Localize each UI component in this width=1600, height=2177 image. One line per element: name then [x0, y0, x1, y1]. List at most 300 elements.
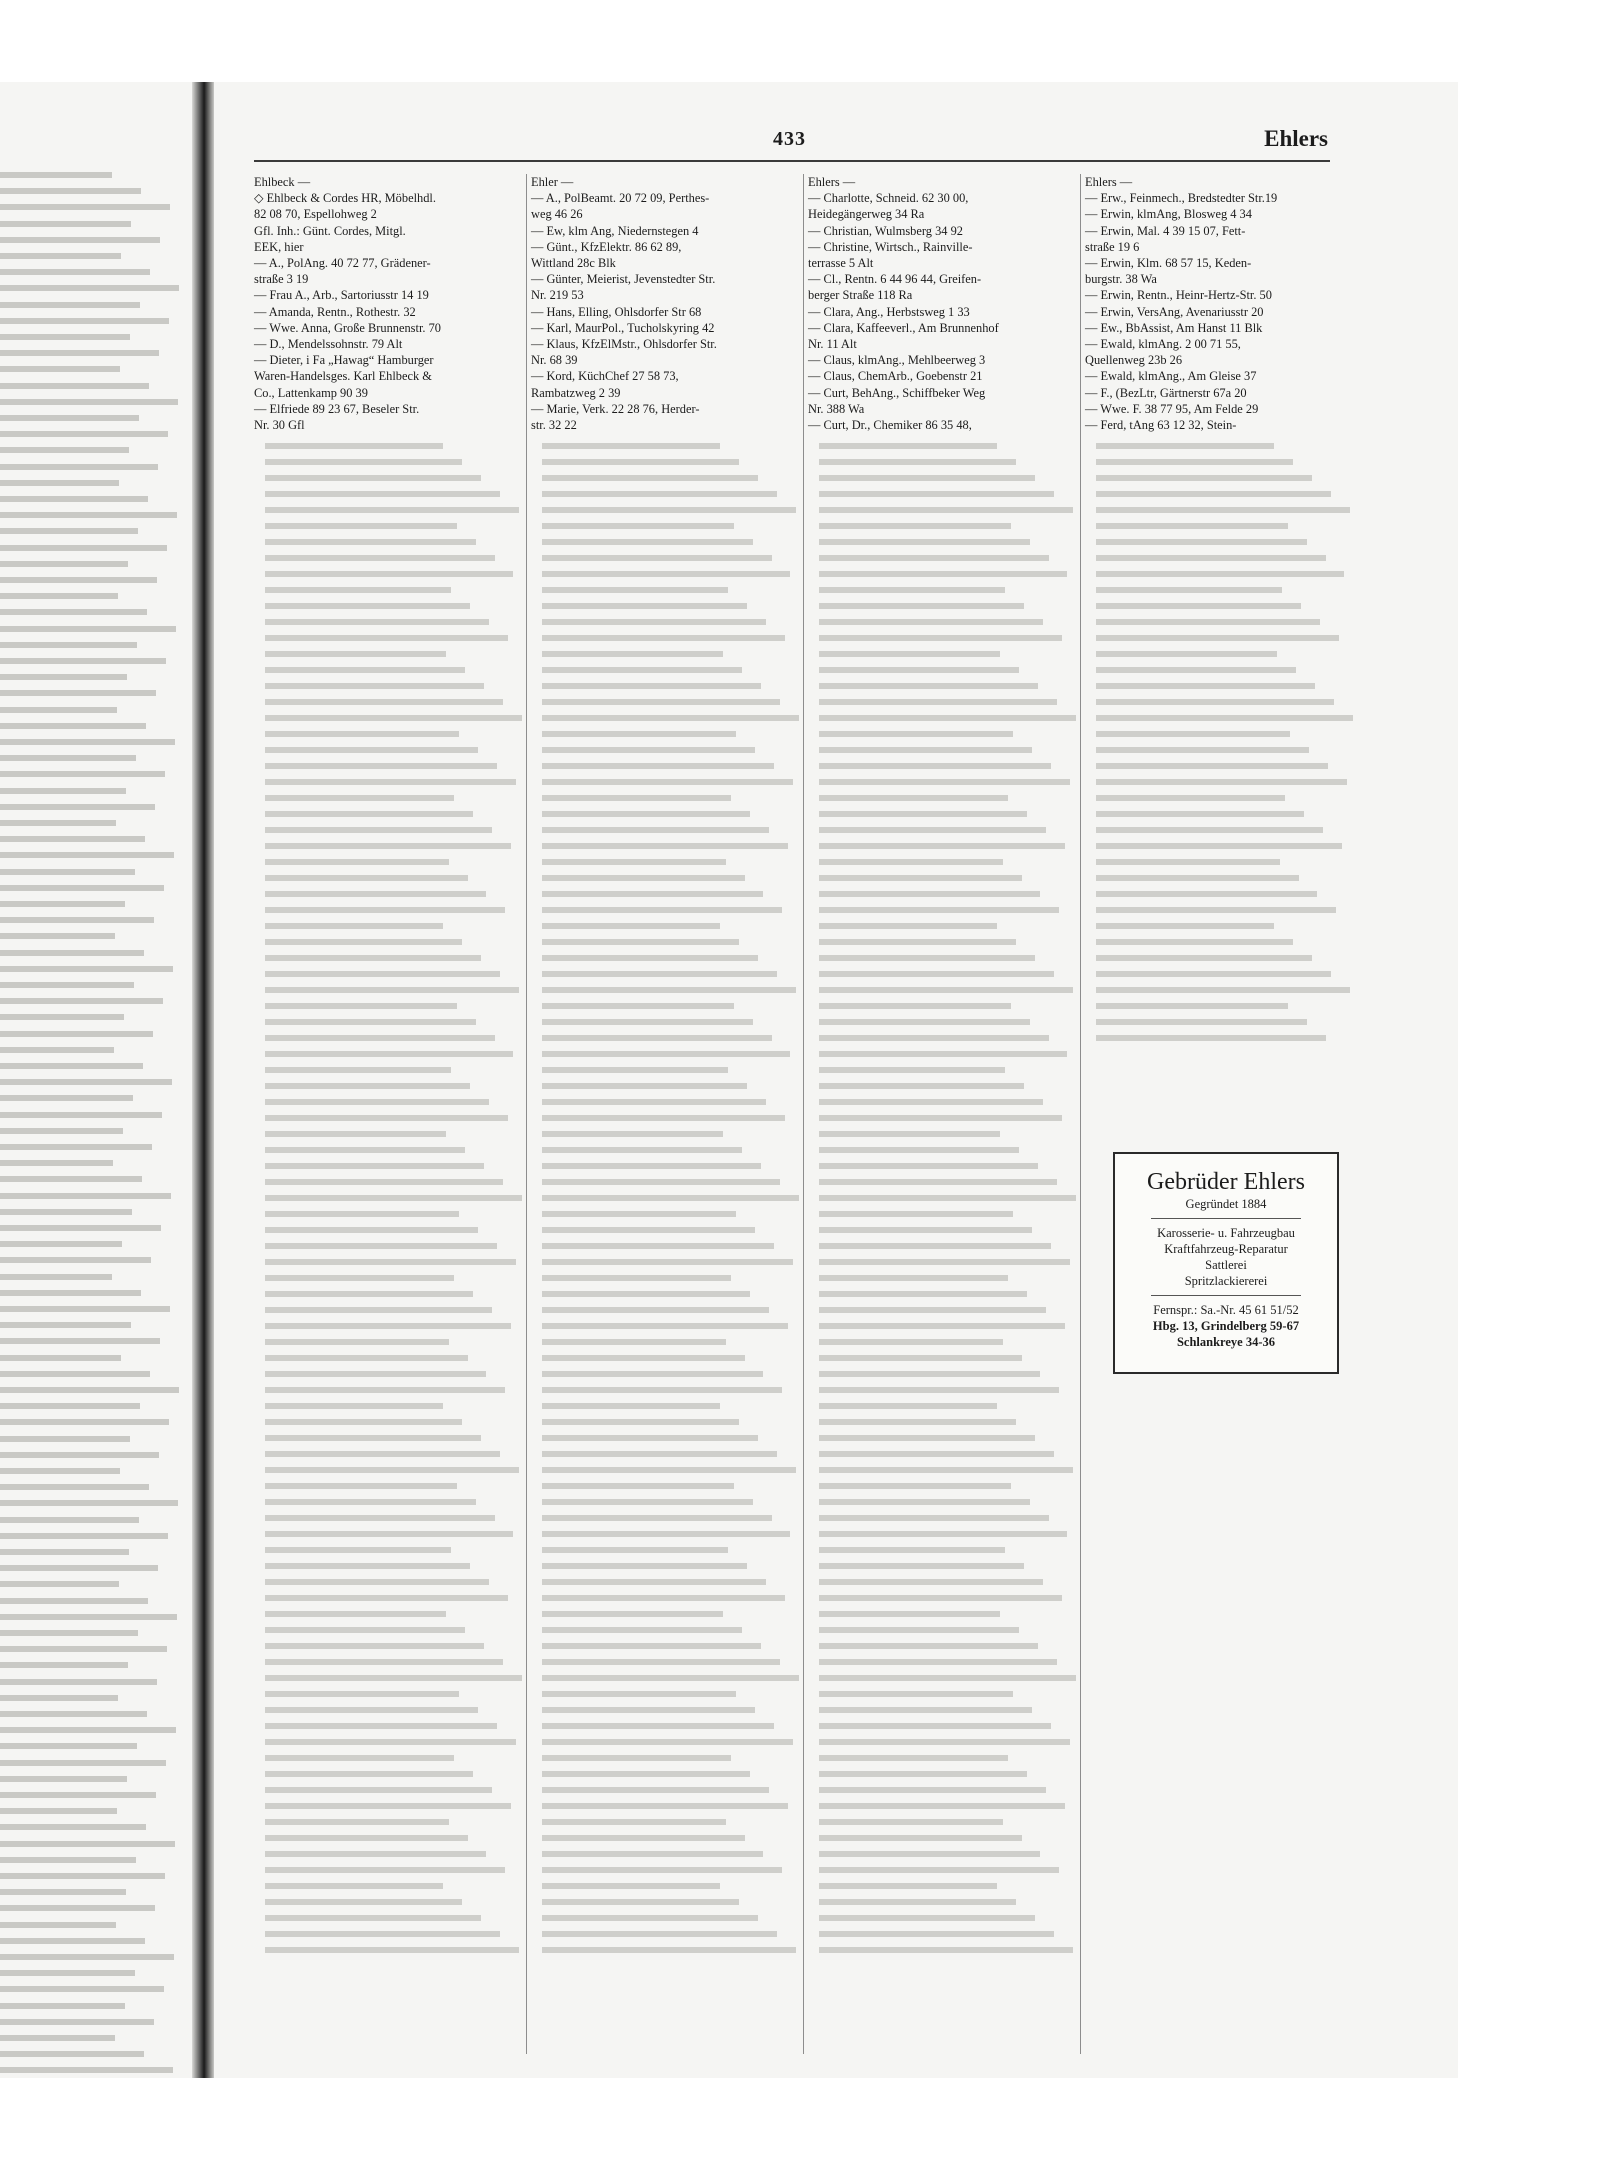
untranscribed-line	[542, 1179, 780, 1185]
untranscribed-line	[265, 1611, 446, 1617]
directory-column-2	[531, 174, 801, 2054]
untranscribed-line	[542, 1435, 758, 1441]
untranscribed-line	[819, 1163, 1038, 1169]
previous-page-line	[0, 1792, 156, 1798]
untranscribed-line	[265, 1307, 492, 1313]
untranscribed-line	[819, 1179, 1057, 1185]
previous-page-line	[0, 982, 134, 988]
previous-page-line	[0, 1452, 159, 1458]
directory-entry: Heidegängerweg 34 Ra	[808, 207, 925, 222]
untranscribed-line	[819, 1915, 1035, 1921]
untranscribed-lines	[254, 443, 524, 1953]
untranscribed-line	[542, 1915, 758, 1921]
untranscribed-line	[819, 1339, 1003, 1345]
untranscribed-line	[819, 635, 1062, 641]
previous-page-line	[0, 512, 177, 518]
column-separator	[1080, 174, 1081, 2054]
directory-entry: Quellenweg 23b 26	[1085, 353, 1183, 368]
ad-phone: Fernspr.: Sa.-Nr. 45 61 51/52	[1153, 1303, 1299, 1317]
directory-entry: Nr. 11 Alt	[808, 337, 857, 352]
directory-entry: — Amanda, Rentn., Rothestr. 32	[254, 304, 416, 319]
column-entries	[531, 174, 801, 433]
untranscribed-line	[819, 1211, 1013, 1217]
untranscribed-line	[542, 443, 720, 449]
previous-page-line	[0, 1857, 136, 1863]
untranscribed-line	[819, 1435, 1035, 1441]
untranscribed-line	[542, 1771, 750, 1777]
untranscribed-line	[1096, 667, 1296, 673]
untranscribed-line	[819, 1403, 997, 1409]
untranscribed-line	[542, 891, 763, 897]
previous-page-line	[0, 1581, 119, 1587]
advertisement-box	[1113, 1152, 1339, 1374]
untranscribed-line	[542, 1451, 777, 1457]
untranscribed-line	[819, 1739, 1070, 1745]
untranscribed-line	[542, 731, 736, 737]
untranscribed-line	[542, 667, 742, 673]
untranscribed-line	[1096, 747, 1309, 753]
untranscribed-line	[542, 1131, 723, 1137]
untranscribed-line	[1096, 731, 1290, 737]
directory-entry: — A., PolBeamt. 20 72 09, Perthes-	[531, 191, 710, 206]
previous-page-edge	[0, 172, 190, 2078]
column-entries	[254, 174, 524, 433]
untranscribed-lines	[1085, 443, 1355, 1041]
untranscribed-line	[542, 1627, 742, 1633]
untranscribed-line	[819, 1835, 1022, 1841]
previous-page-line	[0, 1679, 157, 1685]
untranscribed-line	[265, 1019, 476, 1025]
untranscribed-line	[265, 1403, 443, 1409]
previous-page-line	[0, 1986, 164, 1992]
directory-entry: berger Straße 118 Ra	[808, 288, 913, 303]
untranscribed-line	[265, 1563, 470, 1569]
previous-page-line	[0, 1209, 132, 1215]
previous-page-line	[0, 707, 117, 713]
untranscribed-line	[819, 1227, 1032, 1233]
untranscribed-line	[542, 1195, 799, 1201]
untranscribed-line	[265, 1739, 516, 1745]
previous-page-line	[0, 383, 149, 389]
untranscribed-line	[819, 1083, 1024, 1089]
directory-entry: — Claus, klmAng., Mehlbeerweg 3	[808, 353, 986, 368]
untranscribed-line	[1096, 571, 1344, 577]
untranscribed-line	[1096, 475, 1312, 481]
previous-page-line	[0, 2003, 125, 2009]
untranscribed-line	[1096, 811, 1304, 817]
previous-page-line	[0, 1841, 175, 1847]
directory-entry: — Dieter, i Fa „Hawag“ Hamburger	[254, 353, 434, 368]
column-separator	[803, 174, 804, 2054]
untranscribed-line	[819, 987, 1073, 993]
untranscribed-line	[265, 1851, 486, 1857]
untranscribed-line	[542, 1035, 772, 1041]
untranscribed-line	[1096, 603, 1301, 609]
untranscribed-line	[542, 987, 796, 993]
directory-entry: ◇ Ehlbeck & Cordes HR, Möbelhdl.	[254, 191, 436, 206]
untranscribed-line	[542, 571, 790, 577]
running-head: Ehlers	[1264, 126, 1328, 151]
untranscribed-line	[819, 891, 1040, 897]
directory-entry: — Klaus, KfzElMstr., Ohlsdorfer Str.	[531, 337, 717, 352]
untranscribed-line	[1096, 1035, 1326, 1041]
untranscribed-line	[1096, 555, 1326, 561]
untranscribed-line	[819, 1707, 1032, 1713]
untranscribed-line	[819, 1819, 1003, 1825]
untranscribed-line	[819, 1147, 1019, 1153]
untranscribed-line	[819, 491, 1054, 497]
untranscribed-line	[265, 1355, 468, 1361]
previous-page-line	[0, 1711, 147, 1717]
untranscribed-line	[265, 1915, 481, 1921]
previous-page-line	[0, 415, 139, 421]
untranscribed-line	[819, 1899, 1016, 1905]
untranscribed-line	[819, 971, 1054, 977]
untranscribed-line	[265, 1275, 454, 1281]
untranscribed-line	[265, 1115, 508, 1121]
previous-page-line	[0, 528, 138, 534]
directory-entry: — Erwin, Rentn., Heinr-Hertz-Str. 50	[1085, 288, 1272, 303]
untranscribed-line	[265, 443, 443, 449]
directory-entry: — Erwin, VersAng, Avenariusstr 20	[1085, 304, 1264, 319]
untranscribed-line	[819, 1579, 1043, 1585]
untranscribed-line	[265, 1819, 449, 1825]
untranscribed-line	[819, 1771, 1027, 1777]
untranscribed-line	[542, 1483, 734, 1489]
directory-entry: weg 46 26	[531, 207, 583, 222]
untranscribed-lines	[808, 443, 1078, 1953]
untranscribed-line	[819, 667, 1019, 673]
untranscribed-line	[265, 1467, 519, 1473]
untranscribed-line	[542, 1707, 755, 1713]
untranscribed-line	[542, 1291, 750, 1297]
untranscribed-line	[1096, 971, 1331, 977]
directory-entry: Ehlbeck —	[254, 175, 311, 189]
untranscribed-line	[542, 475, 758, 481]
untranscribed-line	[542, 763, 774, 769]
previous-page-line	[0, 302, 140, 308]
untranscribed-line	[819, 1755, 1008, 1761]
directory-entry: — Erw., Feinmech., Bredstedter Str.19	[1085, 191, 1278, 206]
directory-entry: straße 3 19	[254, 272, 309, 287]
directory-entry: — Wwe. Anna, Große Brunnenstr. 70	[254, 320, 441, 335]
untranscribed-line	[265, 1659, 503, 1665]
untranscribed-line	[819, 1595, 1062, 1601]
untranscribed-line	[265, 1787, 492, 1793]
directory-entry: Co., Lattenkamp 90 39	[254, 385, 368, 400]
directory-entry: — Ewald, klmAng. 2 00 71 55,	[1085, 337, 1241, 352]
untranscribed-line	[542, 523, 734, 529]
untranscribed-lines	[531, 443, 801, 1953]
untranscribed-line	[542, 1531, 790, 1537]
ad-service-line: Karosserie- u. Fahrzeugbau	[1157, 1226, 1295, 1240]
previous-page-line	[0, 690, 156, 696]
previous-page-line	[0, 1371, 150, 1377]
untranscribed-line	[819, 1099, 1043, 1105]
directory-entry: Nr. 68 39	[531, 353, 578, 368]
untranscribed-line	[542, 555, 772, 561]
untranscribed-line	[1096, 715, 1353, 721]
untranscribed-line	[542, 1515, 772, 1521]
untranscribed-line	[1096, 523, 1288, 529]
untranscribed-line	[819, 1467, 1073, 1473]
previous-page-line	[0, 1938, 145, 1944]
untranscribed-line	[819, 763, 1051, 769]
previous-page-line	[0, 1500, 178, 1506]
untranscribed-line	[819, 1115, 1062, 1121]
untranscribed-line	[265, 539, 476, 545]
header-rule	[254, 160, 1330, 162]
untranscribed-line	[265, 859, 449, 865]
untranscribed-line	[265, 459, 462, 465]
ad-firm-name: Gebrüder Ehlers	[1147, 1169, 1305, 1195]
directory-entry: Ehler —	[531, 175, 574, 189]
untranscribed-line	[265, 1323, 511, 1329]
untranscribed-line	[819, 939, 1016, 945]
previous-page-line	[0, 917, 154, 923]
untranscribed-line	[1096, 635, 1339, 641]
ad-address: Hbg. 13, Grindelberg 59-67	[1152, 1319, 1300, 1333]
untranscribed-line	[542, 1067, 728, 1073]
untranscribed-line	[265, 1083, 470, 1089]
directory-entry: — F., (BezLtr, Gärtnerstr 67a 20	[1085, 385, 1247, 400]
previous-page-line	[0, 1614, 177, 1620]
untranscribed-line	[265, 1451, 500, 1457]
untranscribed-line	[819, 875, 1022, 881]
previous-page-line	[0, 1468, 120, 1474]
untranscribed-line	[542, 1499, 753, 1505]
previous-page-line	[0, 950, 144, 956]
untranscribed-line	[265, 635, 508, 641]
untranscribed-line	[819, 1787, 1046, 1793]
untranscribed-line	[265, 1243, 497, 1249]
untranscribed-line	[819, 1499, 1030, 1505]
untranscribed-line	[1096, 1003, 1288, 1009]
untranscribed-line	[265, 683, 484, 689]
untranscribed-line	[542, 635, 785, 641]
untranscribed-line	[542, 1675, 799, 1681]
untranscribed-line	[265, 1483, 457, 1489]
untranscribed-line	[265, 1291, 473, 1297]
untranscribed-line	[819, 1451, 1054, 1457]
untranscribed-line	[542, 1419, 739, 1425]
untranscribed-line	[542, 603, 747, 609]
untranscribed-line	[1096, 875, 1299, 881]
untranscribed-line	[819, 731, 1013, 737]
previous-page-line	[0, 1063, 143, 1069]
column-separator	[526, 174, 527, 2054]
untranscribed-line	[542, 1259, 793, 1265]
untranscribed-line	[265, 875, 468, 881]
directory-entry: — Clara, Kaffeeverl., Am Brunnenhof	[808, 320, 999, 335]
untranscribed-line	[1096, 651, 1277, 657]
directory-entry: — Ew, klm Ang, Niedernstegen 4	[531, 223, 699, 238]
untranscribed-line	[265, 1899, 462, 1905]
untranscribed-line	[542, 507, 796, 513]
untranscribed-line	[542, 1083, 747, 1089]
untranscribed-line	[1096, 795, 1285, 801]
untranscribed-line	[542, 1355, 745, 1361]
untranscribed-line	[819, 955, 1035, 961]
untranscribed-line	[265, 1163, 484, 1169]
untranscribed-line	[542, 907, 782, 913]
previous-page-line	[0, 1144, 152, 1150]
directory-entry: 82 08 70, Espellohweg 2	[254, 207, 377, 222]
untranscribed-line	[542, 491, 777, 497]
untranscribed-line	[542, 811, 750, 817]
untranscribed-line	[542, 1819, 726, 1825]
untranscribed-line	[542, 1595, 785, 1601]
previous-page-line	[0, 1112, 162, 1118]
untranscribed-line	[265, 1947, 519, 1953]
previous-page-line	[0, 1306, 170, 1312]
untranscribed-line	[819, 1723, 1051, 1729]
untranscribed-line	[265, 587, 451, 593]
directory-entry: — Ew., BbAssist, Am Hanst 11 Blk	[1085, 320, 1263, 335]
untranscribed-line	[819, 923, 997, 929]
untranscribed-line	[542, 875, 745, 881]
untranscribed-line	[265, 603, 470, 609]
directory-column-3	[808, 174, 1078, 2054]
untranscribed-line	[265, 955, 481, 961]
untranscribed-line	[265, 747, 478, 753]
previous-page-line	[0, 1419, 169, 1425]
untranscribed-line	[819, 1675, 1076, 1681]
untranscribed-line	[265, 1387, 505, 1393]
untranscribed-line	[1096, 491, 1331, 497]
untranscribed-line	[265, 1579, 489, 1585]
untranscribed-line	[542, 859, 726, 865]
untranscribed-line	[819, 619, 1043, 625]
untranscribed-line	[265, 811, 473, 817]
previous-page-line	[0, 869, 135, 875]
previous-page-line	[0, 2051, 144, 2057]
untranscribed-line	[265, 1723, 497, 1729]
previous-page-line	[0, 626, 176, 632]
directory-entry: — Curt, Dr., Chemiker 86 35 48,	[808, 418, 972, 433]
untranscribed-line	[819, 555, 1049, 561]
untranscribed-line	[265, 555, 495, 561]
untranscribed-line	[542, 587, 728, 593]
untranscribed-line	[819, 1691, 1013, 1697]
untranscribed-line	[1096, 827, 1323, 833]
untranscribed-line	[819, 1931, 1054, 1937]
previous-page-line	[0, 221, 131, 227]
untranscribed-line	[542, 1899, 739, 1905]
untranscribed-line	[819, 651, 1000, 657]
untranscribed-line	[542, 1403, 720, 1409]
untranscribed-line	[819, 1563, 1024, 1569]
untranscribed-line	[819, 539, 1030, 545]
previous-page-line	[0, 885, 164, 891]
untranscribed-line	[542, 747, 755, 753]
untranscribed-line	[819, 1051, 1067, 1057]
previous-page-line	[0, 366, 120, 372]
directory-entry: — Christian, Wulmsberg 34 92	[808, 223, 963, 238]
ad-founded: Gegründet 1884	[1185, 1197, 1267, 1211]
previous-page-line	[0, 1128, 123, 1134]
previous-page-line	[0, 1776, 127, 1782]
directory-entry: — Erwin, klmAng, Blosweg 4 34	[1085, 207, 1252, 222]
previous-page-line	[0, 1193, 171, 1199]
untranscribed-line	[265, 1755, 454, 1761]
previous-page-line	[0, 1549, 129, 1555]
untranscribed-line	[819, 1275, 1008, 1281]
previous-page-line	[0, 723, 146, 729]
directory-entry: — D., Mendelssohnstr. 79 Alt	[254, 337, 403, 352]
untranscribed-line	[819, 1243, 1051, 1249]
directory-entry: Rambatzweg 2 39	[531, 385, 621, 400]
untranscribed-line	[819, 1419, 1016, 1425]
untranscribed-line	[819, 1867, 1059, 1873]
untranscribed-line	[265, 1771, 473, 1777]
untranscribed-line	[819, 443, 997, 449]
untranscribed-line	[1096, 939, 1293, 945]
untranscribed-line	[265, 1147, 465, 1153]
untranscribed-line	[542, 1883, 720, 1889]
previous-page-line	[0, 1274, 112, 1280]
untranscribed-line	[542, 1547, 728, 1553]
directory-entry: — Cl., Rentn. 6 44 96 44, Greifen-	[808, 272, 982, 287]
previous-page-line	[0, 447, 129, 453]
untranscribed-line	[542, 955, 758, 961]
untranscribed-line	[542, 939, 739, 945]
untranscribed-line	[265, 651, 446, 657]
untranscribed-line	[819, 459, 1016, 465]
directory-entry: — Clara, Ang., Herbstsweg 1 33	[808, 304, 970, 319]
untranscribed-line	[819, 1387, 1059, 1393]
previous-page-line	[0, 1436, 130, 1442]
column-entries	[808, 174, 1078, 433]
ad-branch-address: Schlankreye 34-36	[1176, 1335, 1276, 1349]
untranscribed-line	[265, 1227, 478, 1233]
untranscribed-line	[819, 1643, 1038, 1649]
directory-entry: Nr. 30 Gfl	[254, 418, 305, 433]
untranscribed-line	[1096, 859, 1280, 865]
previous-page-line	[0, 1290, 141, 1296]
untranscribed-line	[819, 699, 1057, 705]
previous-page-line	[0, 253, 121, 259]
previous-page-line	[0, 674, 127, 680]
untranscribed-line	[1096, 1019, 1307, 1025]
previous-page-line	[0, 933, 115, 939]
untranscribed-line	[265, 523, 457, 529]
untranscribed-line	[542, 1003, 734, 1009]
untranscribed-line	[542, 1211, 736, 1217]
previous-page-line	[0, 1970, 135, 1976]
untranscribed-line	[819, 1611, 1000, 1617]
untranscribed-line	[819, 571, 1067, 577]
untranscribed-line	[265, 779, 516, 785]
previous-page-line	[0, 399, 178, 405]
untranscribed-line	[1096, 843, 1342, 849]
previous-page-line	[0, 1095, 133, 1101]
previous-page-line	[0, 1662, 128, 1668]
untranscribed-line	[265, 475, 481, 481]
previous-page-line	[0, 285, 179, 291]
untranscribed-line	[265, 1595, 508, 1601]
ad-divider	[1151, 1218, 1301, 1219]
untranscribed-line	[819, 1515, 1049, 1521]
untranscribed-line	[542, 1051, 790, 1057]
directory-entry: — Christine, Wirtsch., Rainville-	[808, 239, 973, 254]
book-gutter	[192, 82, 214, 2078]
untranscribed-line	[265, 1627, 465, 1633]
previous-page-line	[0, 1257, 151, 1263]
untranscribed-line	[542, 651, 723, 657]
untranscribed-line	[542, 1611, 723, 1617]
untranscribed-line	[819, 1003, 1011, 1009]
